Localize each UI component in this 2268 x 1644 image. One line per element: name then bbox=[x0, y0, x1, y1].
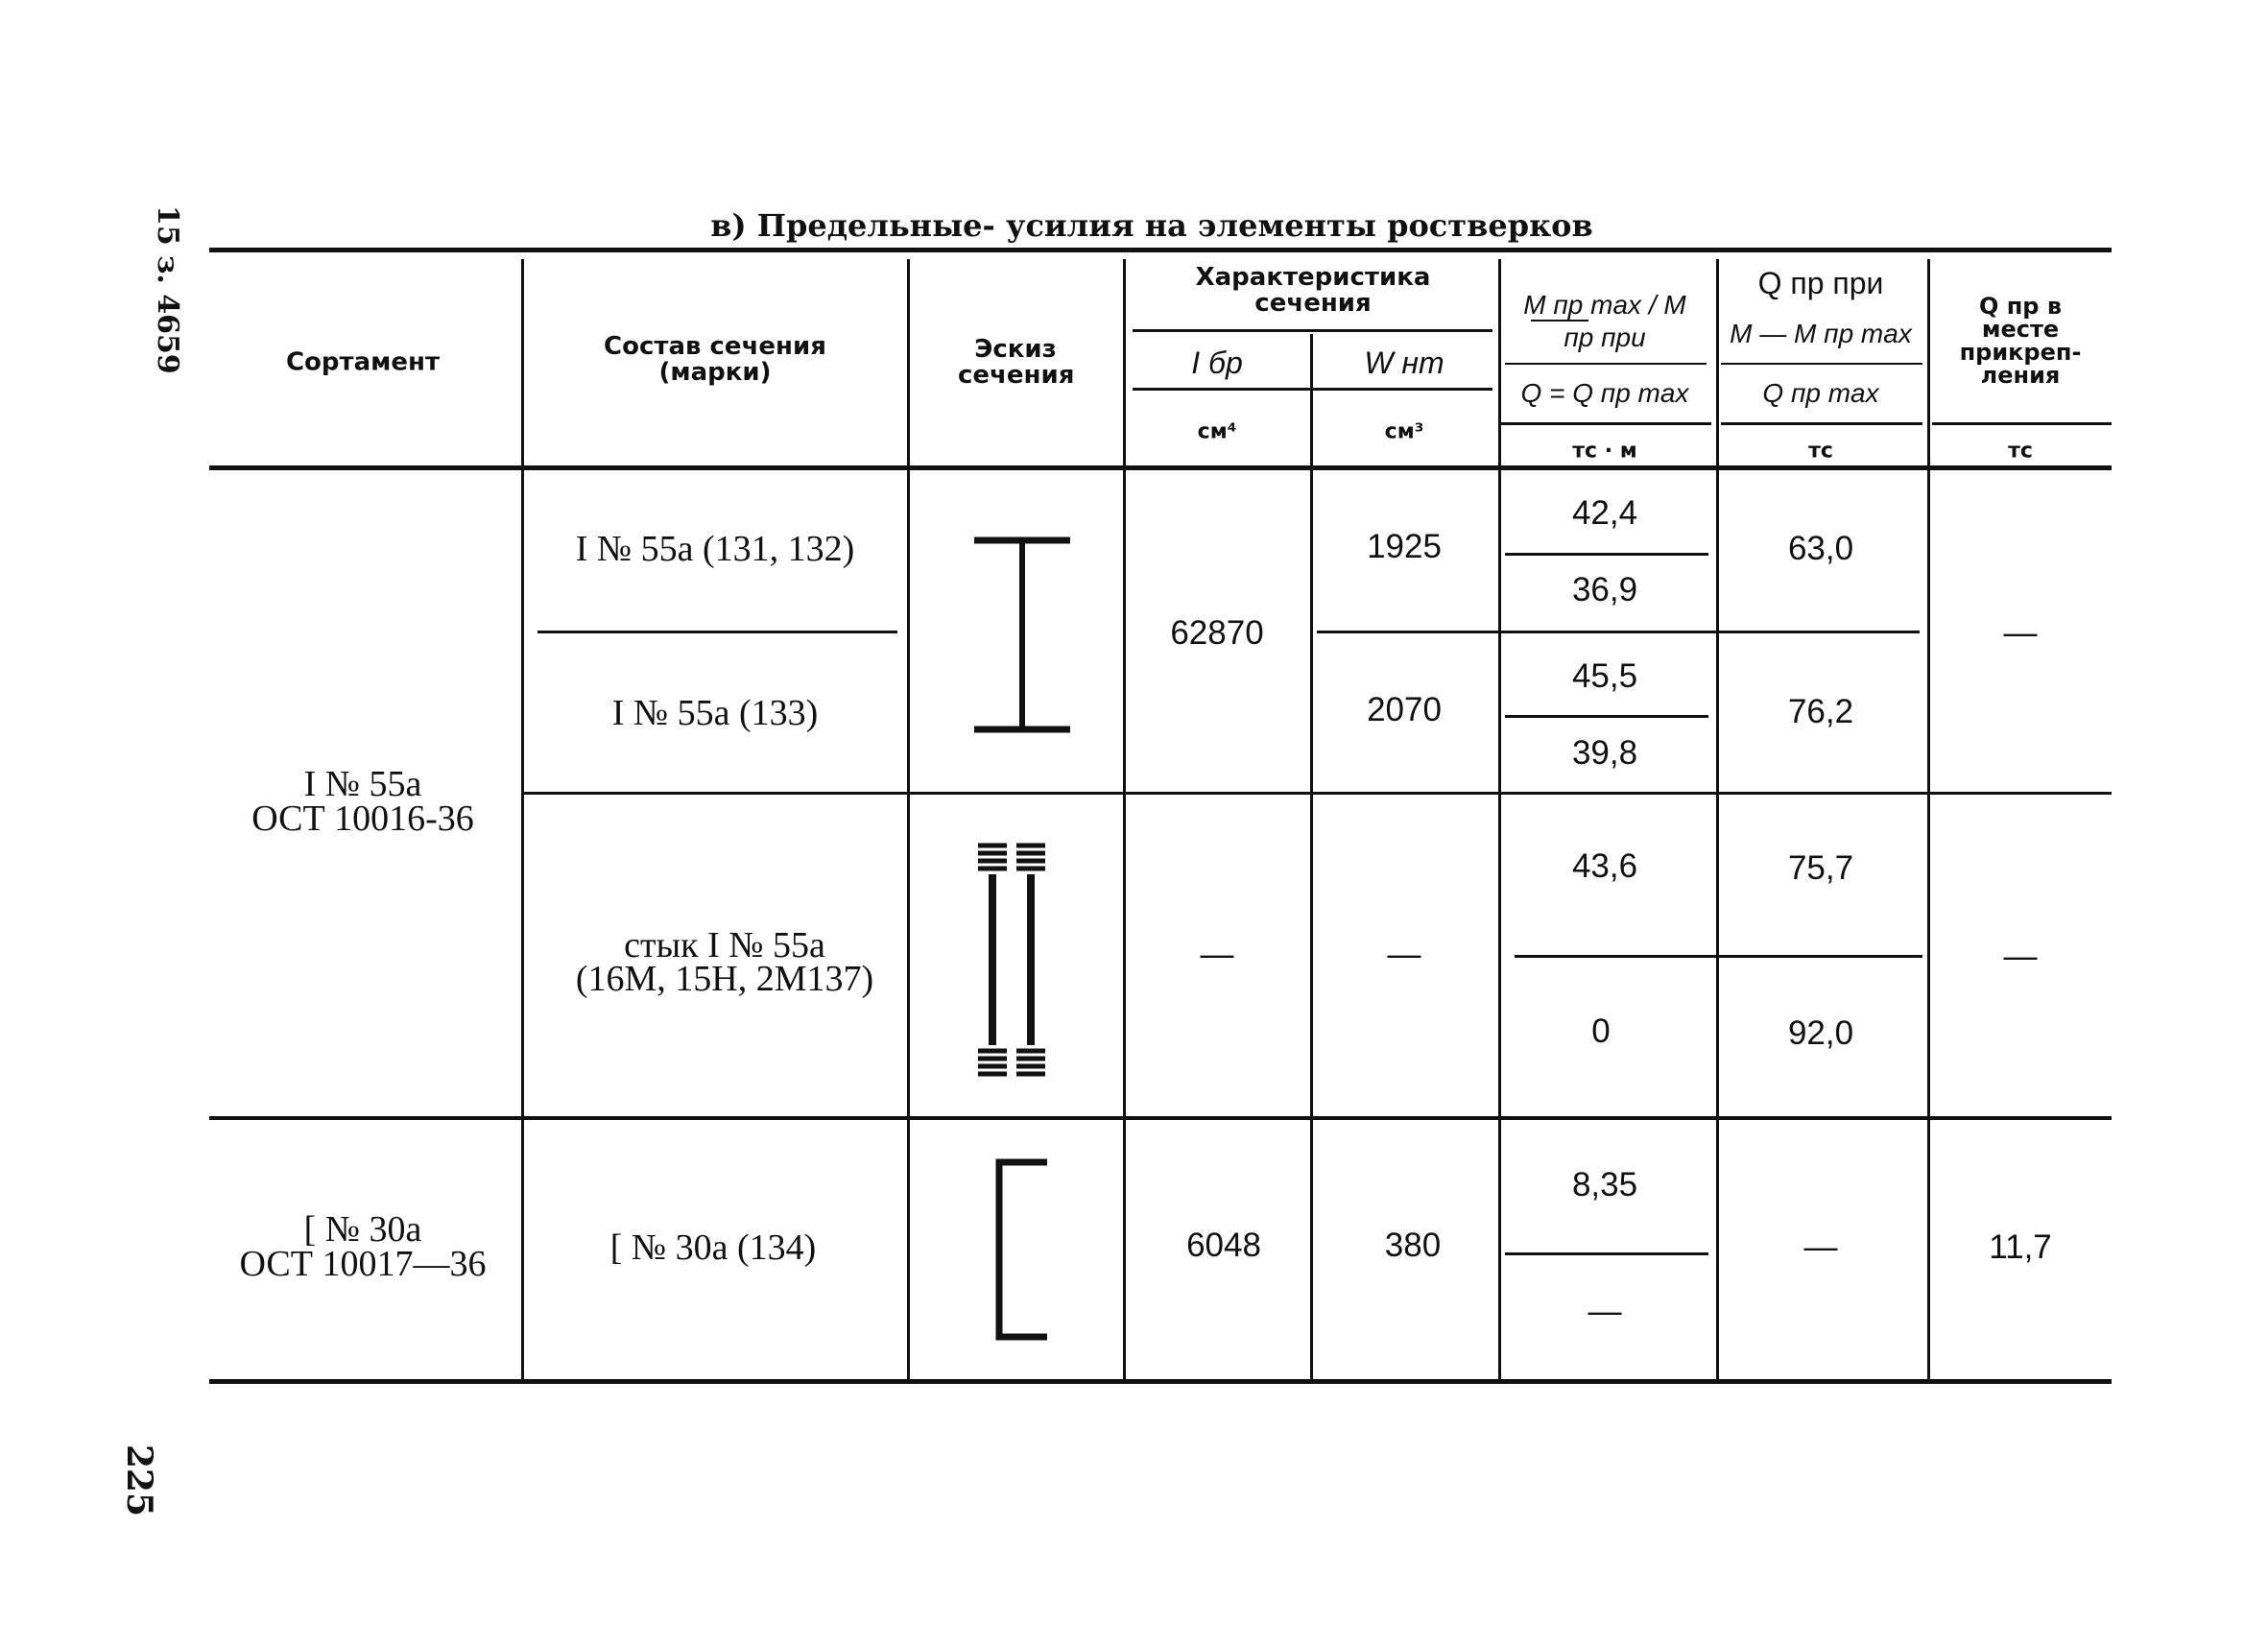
header-m-unit: тс · м bbox=[1572, 439, 1637, 464]
r12-i-value: 62870 bbox=[1170, 614, 1264, 652]
col-divider-1 bbox=[521, 259, 524, 1379]
header-characteristic: Характеристика сечения bbox=[1195, 263, 1431, 318]
r3-m-bottom: 0 bbox=[1591, 1013, 1611, 1050]
g2-sortament-line1: [ № 30a bbox=[303, 1209, 422, 1250]
header-sortament: Сортамент bbox=[285, 347, 441, 377]
r2-m-top: 45,5 bbox=[1571, 657, 1638, 695]
r4-q-value: — bbox=[1803, 1228, 1838, 1266]
r3-w-value: — bbox=[1387, 936, 1421, 973]
r2-q-value: 76,2 bbox=[1787, 693, 1854, 730]
r3-fraction bbox=[1515, 955, 1922, 958]
table-bottom-rule bbox=[209, 1379, 2112, 1384]
header-col6-rule bbox=[1721, 363, 1922, 365]
splice-joint-sketch-icon bbox=[974, 840, 1051, 1084]
col-divider-4 bbox=[1310, 334, 1313, 1379]
r3-q-bottom: 92,0 bbox=[1787, 1014, 1854, 1052]
r4-m-fraction bbox=[1505, 1252, 1708, 1255]
r1-q-value: 63,0 bbox=[1787, 530, 1854, 567]
header-q-bottom: Q пр max bbox=[1762, 378, 1879, 408]
header-q-top: Q пр при bbox=[1757, 266, 1884, 300]
r4-sostav: [ № 30a (134) bbox=[609, 1227, 817, 1268]
header-m-top: M пр max / M пр при bbox=[1523, 290, 1686, 352]
table-top-rule bbox=[209, 248, 2112, 252]
header-q-unit: тс bbox=[1808, 439, 1833, 464]
header-sostav: Состав сечения (марки) bbox=[604, 332, 826, 387]
col-divider-7 bbox=[1927, 259, 1930, 1379]
r1-w-value: 1925 bbox=[1367, 528, 1442, 565]
header-units-rule-col7 bbox=[1932, 422, 2112, 425]
g1-sortament-line1: I № 55a bbox=[303, 764, 422, 804]
channel-sketch-icon bbox=[993, 1156, 1051, 1344]
r4-i-value: 6048 bbox=[1186, 1227, 1261, 1264]
header-subgroup-rule bbox=[1133, 329, 1492, 332]
r1-m-fraction bbox=[1505, 553, 1708, 556]
r4-q-attach: 11,7 bbox=[1989, 1228, 2052, 1266]
r3-sostav-line2: (16М, 15Н, 2М137) bbox=[575, 959, 874, 999]
col-divider-5 bbox=[1498, 259, 1501, 1379]
header-q-attach-unit: тс bbox=[2008, 439, 2033, 464]
header-w-nt: W нт bbox=[1364, 345, 1444, 380]
header-w-unit: см³ bbox=[1384, 419, 1424, 444]
row1-row2-rule bbox=[537, 631, 897, 633]
r1-m-top: 42,4 bbox=[1571, 494, 1638, 532]
r4-w-value: 380 bbox=[1384, 1227, 1442, 1264]
table-title: в) Предельные- усилия на элементы ростверков bbox=[710, 207, 1593, 244]
page-number: 225 bbox=[119, 1444, 159, 1517]
group-divider-rule bbox=[209, 1116, 2112, 1120]
r2-sostav: I № 55a (133) bbox=[611, 693, 819, 733]
r2-w-value: 2070 bbox=[1367, 691, 1442, 728]
row1-row2-rule-right bbox=[1317, 631, 1920, 633]
col-divider-3 bbox=[1123, 259, 1126, 1379]
r1-m-bottom: 36,9 bbox=[1571, 571, 1638, 608]
header-i-br: I бр bbox=[1191, 345, 1243, 380]
header-units-rule-col6 bbox=[1721, 422, 1922, 425]
header-bottom-rule bbox=[209, 465, 2112, 470]
g1-sortament-line2: ОСТ 10016-36 bbox=[251, 798, 474, 839]
r1-sostav: I № 55a (131, 132) bbox=[575, 529, 855, 569]
r2-m-bottom: 39,8 bbox=[1571, 734, 1638, 772]
row3-top-rule bbox=[523, 792, 2112, 795]
g2-sortament-line2: ОСТ 10017—36 bbox=[239, 1244, 487, 1284]
r4-m-top: 8,35 bbox=[1571, 1166, 1638, 1203]
col-divider-2 bbox=[907, 259, 910, 1379]
header-eskiz: Эскиз сечения bbox=[958, 335, 1075, 390]
r12-q-attach: — bbox=[2003, 614, 2038, 652]
header-m-bottom: Q = Q пр max bbox=[1520, 378, 1689, 408]
r2-m-fraction bbox=[1505, 715, 1708, 718]
i-beam-sketch-icon bbox=[969, 533, 1075, 739]
r3-q-attach: — bbox=[2003, 938, 2038, 975]
header-units-rule-col5 bbox=[1500, 422, 1711, 425]
header-col5-rule bbox=[1505, 363, 1707, 365]
header-q-attach: Q пр в месте прикреп- ления bbox=[1959, 293, 2082, 389]
r4-m-bottom: — bbox=[1588, 1293, 1622, 1330]
margin-sheet-label: 15 з. 4659 bbox=[151, 205, 184, 374]
r3-q-top: 75,7 bbox=[1787, 849, 1854, 887]
r3-sostav-line1: стык I № 55a bbox=[624, 925, 825, 965]
r3-i-value: — bbox=[1200, 936, 1234, 973]
header-i-unit: см⁴ bbox=[1197, 419, 1237, 444]
r3-m-top: 43,6 bbox=[1571, 847, 1638, 885]
col-divider-6 bbox=[1716, 259, 1719, 1379]
header-q-mid: M — M пр max bbox=[1730, 319, 1912, 348]
